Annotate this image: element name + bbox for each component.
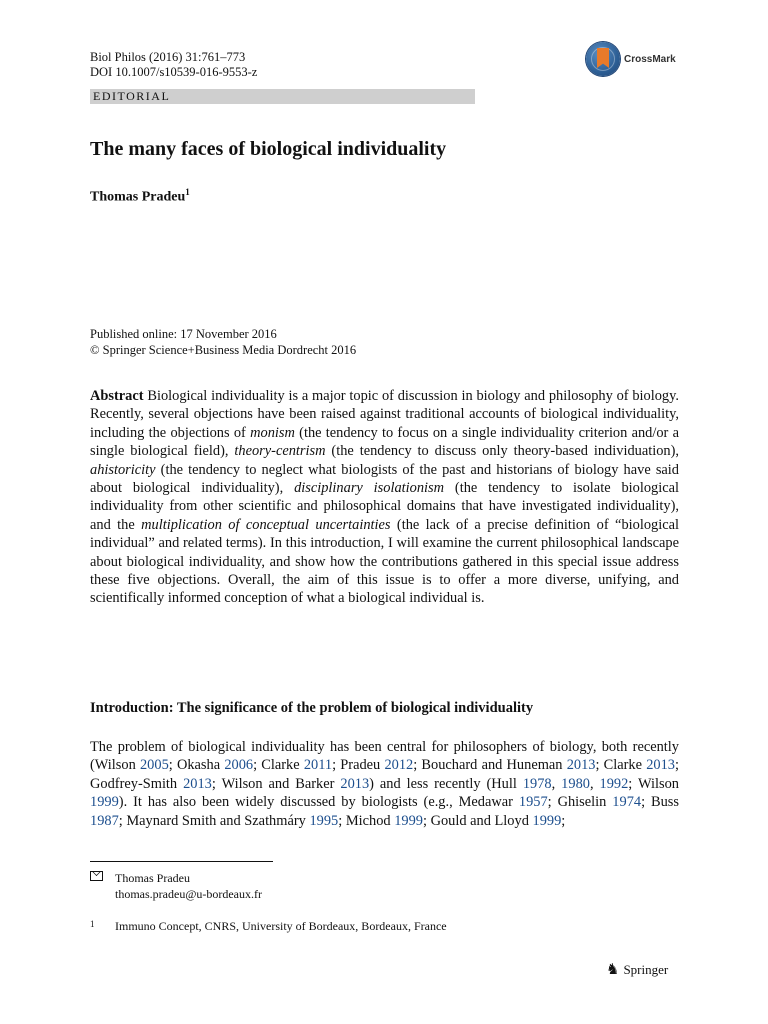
journal-citation: Biol Philos (2016) 31:761–773 (90, 50, 246, 64)
body-text: , (551, 775, 562, 792)
abstract-label: Abstract (90, 388, 144, 404)
citation-link[interactable]: 1957 (518, 794, 548, 811)
abstract-text: (the tendency to focus on a single individuality criterion and/or a single biological field), (90, 424, 679, 460)
springer-horse-icon: ♞ (606, 962, 620, 978)
abstract (90, 387, 679, 608)
citation-link[interactable]: 1974 (612, 794, 642, 811)
citation-link[interactable]: 2011 (303, 757, 333, 774)
citation-link[interactable]: 2006 (224, 757, 254, 774)
copyright-line: © Springer Science+Business Media Dordrecht 2016 (90, 343, 357, 357)
body-text: , (589, 775, 600, 792)
author-name[interactable] (90, 187, 190, 206)
citation-link[interactable]: 2013 (340, 775, 370, 792)
contact-email[interactable]: thomas.pradeu@u-bordeaux.fr (115, 887, 262, 901)
citation-link[interactable]: 1999 (90, 794, 119, 811)
body-text: ) and less recently (Hull (369, 775, 523, 792)
publication-info (90, 326, 356, 358)
citation-link[interactable]: 1992 (599, 775, 629, 792)
body-text: ; Gould and Lloyd (422, 812, 533, 829)
citation-link[interactable]: 1980 (561, 775, 590, 792)
body-text: ; Bouchard and Huneman (413, 757, 567, 774)
citation-link[interactable]: 2012 (384, 757, 414, 774)
abstract-text: (the tendency to isolate biological individuality from other scientific and philosophical domains that have investigated individuality), and the (90, 480, 679, 533)
abstract-term: monism (250, 424, 295, 441)
body-text: ; Michod (338, 812, 395, 829)
envelope-icon[interactable] (90, 871, 103, 881)
body-text: ; Clarke (595, 757, 647, 774)
citation-link[interactable]: 1995 (309, 812, 339, 829)
author-name-text: Thomas Pradeu (90, 189, 186, 205)
body-text: ; Wilson and Barker (211, 775, 341, 792)
abstract-term: multiplication of conceptual uncertainties (141, 516, 391, 533)
body-text: ; Clarke (253, 757, 304, 774)
body-text: ; Okasha (168, 757, 225, 774)
abstract-term: ahistoricity (90, 461, 156, 478)
corresponding-author (90, 870, 262, 902)
publisher-logo (606, 960, 668, 979)
article-title: The many faces of biological individuality (90, 138, 447, 160)
body-text: ; (561, 812, 566, 829)
citation-link[interactable]: 2013 (183, 775, 212, 792)
section-heading: Introduction: The significance of the problem of biological individuality (90, 700, 534, 716)
abstract-term: theory-centrism (234, 443, 326, 460)
citation-link[interactable]: 2005 (139, 757, 169, 774)
body-text: ; Ghiselin (547, 794, 613, 811)
citation-link[interactable]: 1978 (522, 775, 552, 792)
intro-paragraph (90, 738, 679, 830)
doi[interactable]: DOI 10.1007/s10539-016-9553-z (90, 65, 258, 79)
abstract-text: (the tendency to neglect what biologists of the past and historians of biology have said about biological individuality), (90, 461, 679, 497)
crossmark-badge[interactable] (586, 42, 676, 76)
body-text: ; Buss (641, 794, 679, 811)
body-text: ). It has also been widely discussed by biologists (e.g., Medawar (118, 794, 519, 811)
body-text: ; Maynard Smith and Szathmáry (118, 812, 310, 829)
citation-link[interactable]: 1999 (532, 812, 562, 829)
footnote-divider (90, 861, 273, 862)
affiliation-text: Immuno Concept, CNRS, University of Bordeaux, Bordeaux, France (115, 919, 447, 933)
citation-link[interactable]: 2013 (566, 757, 596, 774)
abstract-term: disciplinary isolationism (294, 480, 445, 497)
affiliation-mark[interactable]: 1 (185, 187, 190, 197)
body-text: The problem of biological individuality has been central for philosophers of biology, both recently (Wilson (90, 739, 679, 774)
body-text: ; Godfrey-Smith (90, 757, 679, 792)
affiliation-footnote (90, 916, 447, 934)
abstract-text: (the tendency to discuss only theory-based individuation), (325, 443, 679, 460)
crossmark-label: CrossMark (624, 53, 676, 65)
journal-header (90, 50, 257, 80)
contact-name: Thomas Pradeu (115, 871, 190, 885)
crossmark-icon (586, 42, 620, 76)
abstract-text: (the lack of a precise definition of “biological individual” and related terms). In this introduction, I will examine the current philosophical landscape about biological individuality, and show how the contributions gathered in this special issue address these five objections. Overall, the aim of this issue is to offer a more diverse, unifying, and scientifically informed conception of what a biological individual is. (90, 516, 679, 607)
section-label: EDITORIAL (90, 89, 475, 104)
citation-link[interactable]: 2013 (646, 757, 675, 774)
published-date: Published online: 17 November 2016 (90, 327, 277, 341)
citation-link[interactable]: 1987 (90, 812, 119, 829)
citation-link[interactable]: 1999 (394, 812, 423, 829)
body-text: ; Wilson (628, 775, 679, 792)
body-text: ; Pradeu (332, 757, 385, 774)
publisher-name: Springer (623, 961, 669, 977)
abstract-text: Biological individuality is a major topic of discussion in biology and philosophy of biology. Recently, several objections have been raised against traditional accounts of biological individuality, including the objections of (90, 388, 679, 441)
affiliation-number: 1 (90, 919, 95, 929)
